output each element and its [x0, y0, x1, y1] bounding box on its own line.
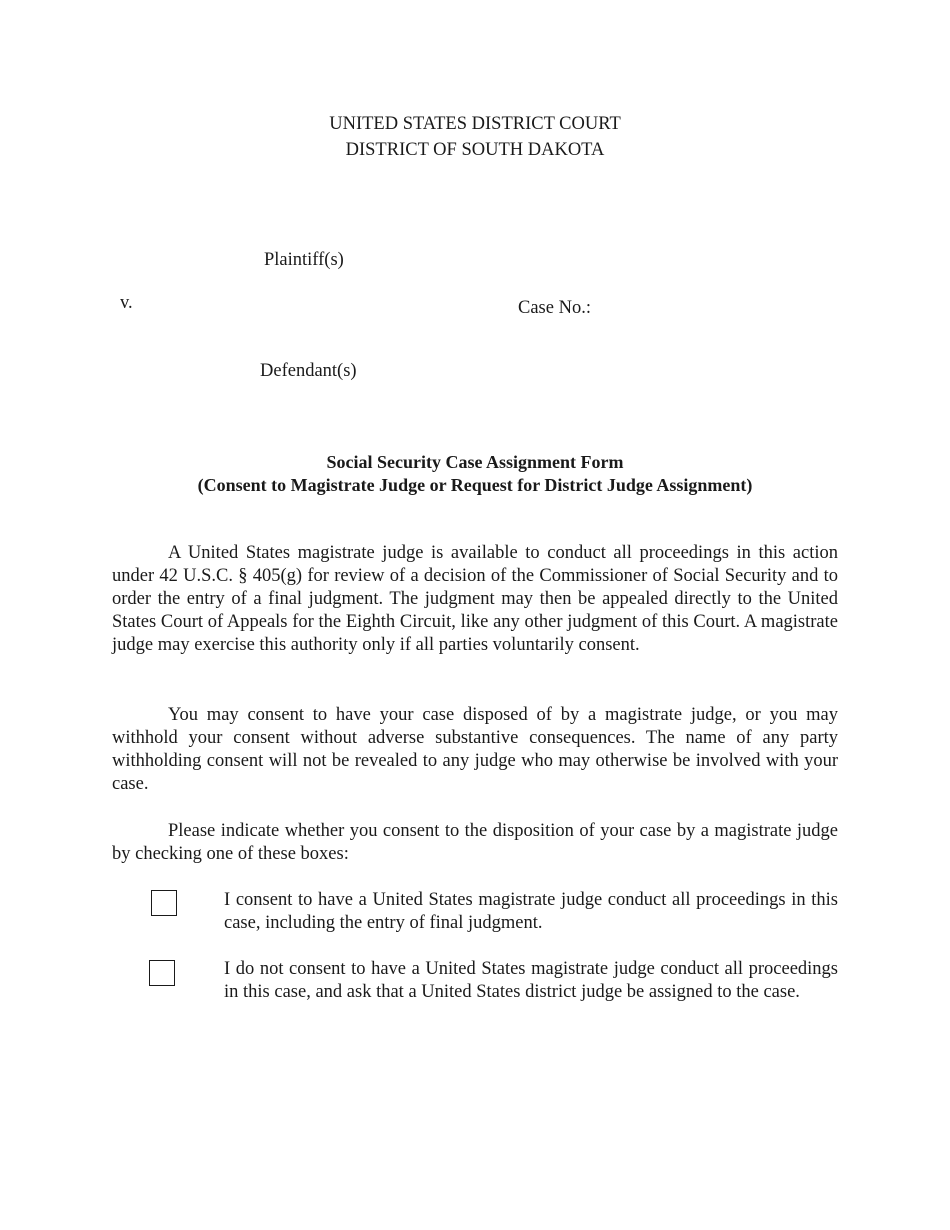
form-title — [0, 451, 950, 497]
versus-label: v. — [120, 293, 133, 313]
court-district: DISTRICT OF SOUTH DAKOTA — [345, 140, 605, 160]
plaintiff-label: Plaintiff(s) — [264, 250, 344, 270]
no-consent-option-text: I do not consent to have a United States magistrate judge conduct all proceedings in this case, and ask that a United States district judge be assigned to the case. — [224, 959, 838, 1002]
court-name: UNITED STATES DISTRICT COURT — [329, 114, 621, 134]
case-number-label: Case No.: — [518, 298, 591, 318]
form-title-main: Social Security Case Assignment Form — [326, 452, 624, 472]
consent-checkbox[interactable] — [151, 890, 177, 916]
paragraph-magistrate-availability: A United States magistrate judge is available to conduct all proceedings in this action under 42 U.S.C. § 405(g) for review of a decision of the Commissioner of Social Security and to order the entry of a final judgment. The judgment may then be appealed directly to the United States Court of Appeals for the Eighth Circuit, like any other judgment of this Court. A magistrate judge may exercise this authority only if all parties voluntarily consent. — [112, 543, 838, 655]
form-title-subtitle: (Consent to Magistrate Judge or Request for District Judge Assignment) — [197, 475, 753, 495]
consent-option-text: I consent to have a United States magistrate judge conduct all proceedings in this case, including the entry of final judgment. — [224, 890, 838, 933]
paragraph-instructions: Please indicate whether you consent to the disposition of your case by a magistrate judge by checking one of these boxes: — [112, 821, 838, 864]
paragraph-consent-withhold: You may consent to have your case disposed of by a magistrate judge, or you may withhold your consent without adverse substantive consequences. The name of any party withholding consent will not be revealed to any judge who may otherwise be involved with your case. — [112, 705, 838, 794]
no-consent-checkbox[interactable] — [149, 960, 175, 986]
defendant-label: Defendant(s) — [260, 361, 357, 381]
court-header — [0, 111, 950, 163]
